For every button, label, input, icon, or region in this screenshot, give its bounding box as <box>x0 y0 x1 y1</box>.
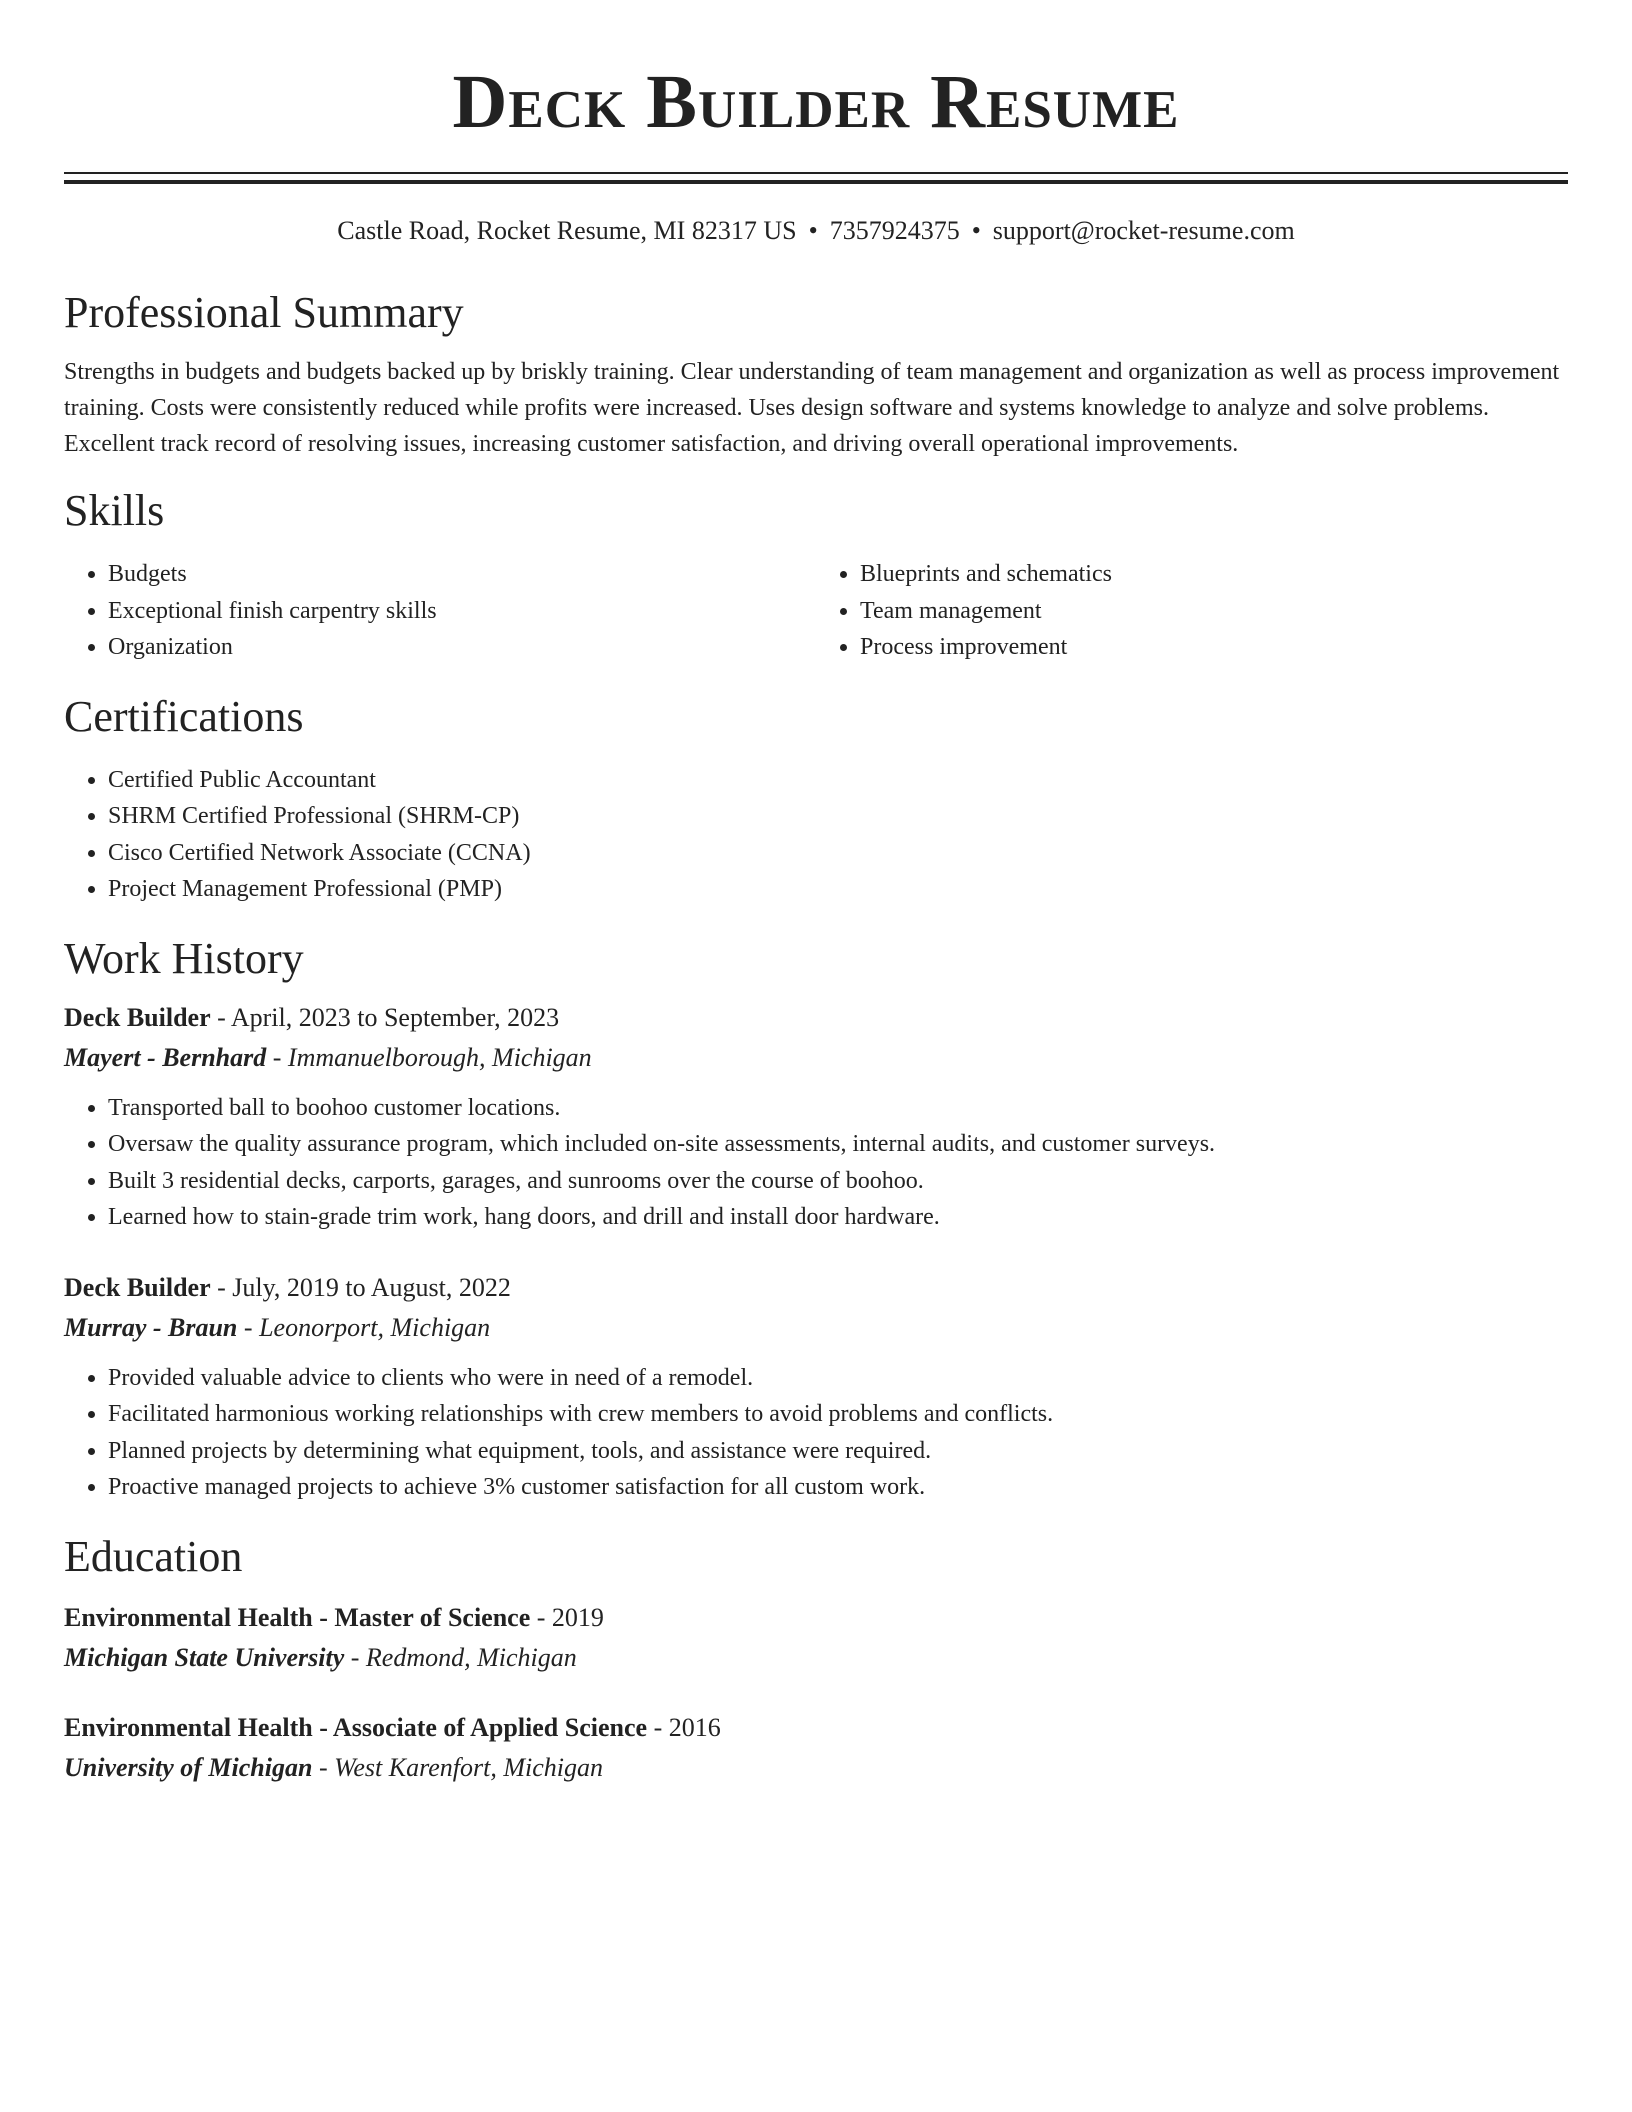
education-location: - Redmond, Michigan <box>344 1642 577 1672</box>
skill-item: • Budgets <box>108 556 816 593</box>
education-degree-line <box>64 1600 1568 1636</box>
job-location: - Immanuelborough, Michigan <box>266 1042 592 1072</box>
job-bullet: • Oversaw the quality assurance program, which included on-site assessments, internal audits, and customer surveys. <box>108 1126 1568 1163</box>
job-company: Mayert - Bernhard <box>64 1042 267 1072</box>
education-heading: Education <box>64 1531 243 1581</box>
education-school: University of Michigan <box>64 1752 313 1782</box>
job-bullet: • Provided valuable advice to clients who were in need of a remodel. <box>108 1360 1568 1397</box>
certification-item: • SHRM Certified Professional (SHRM-CP) <box>108 798 1568 835</box>
contact-address: Castle Road, Rocket Resume, MI 82317 US <box>337 216 797 245</box>
job-company-line <box>64 1040 1568 1076</box>
job-location: - Leonorport, Michigan <box>237 1312 491 1342</box>
certification-item: • Project Management Professional (PMP) <box>108 871 1568 908</box>
job-company-line <box>64 1310 1568 1346</box>
contact-phone: 7357924375 <box>829 216 960 245</box>
certification-item: • Certified Public Accountant <box>108 762 1568 799</box>
skills-list-left <box>64 556 816 666</box>
skill-item: • Blueprints and schematics <box>860 556 1568 593</box>
job-bullet: • Learned how to stain-grade trim work, hang doors, and drill and install door hardware. <box>108 1199 1568 1236</box>
skills-grid <box>64 556 1568 666</box>
skills-heading: Skills <box>64 486 165 535</box>
education-degree: Environmental Health - Master of Science <box>64 1602 531 1632</box>
job-bullet: • Planned projects by determining what equipment, tools, and assistance were required. <box>108 1433 1568 1470</box>
contact-separator: • <box>971 216 981 245</box>
contact-line <box>64 216 1568 246</box>
certifications-list <box>64 762 1568 908</box>
job-dates: - April, 2023 to September, 2023 <box>210 1002 560 1032</box>
contact-separator: • <box>808 216 818 245</box>
education-degree: Environmental Health - Associate of Applied Science <box>64 1712 648 1742</box>
title-divider-thick <box>64 180 1568 184</box>
job-dates: - July, 2019 to August, 2022 <box>210 1272 511 1302</box>
job-title: Deck Builder <box>64 1002 211 1032</box>
education-school-line <box>64 1640 1568 1676</box>
education-degree-line <box>64 1710 1568 1746</box>
certifications-heading: Certifications <box>64 691 304 741</box>
education-school: Michigan State University <box>64 1642 345 1672</box>
job-title-line <box>64 1000 1568 1036</box>
job-company: Murray - Braun <box>64 1312 238 1342</box>
work-history-heading: Work History <box>64 933 304 983</box>
skills-list-right <box>816 556 1568 666</box>
resume-page <box>64 0 1568 1786</box>
job-title: Deck Builder <box>64 1272 211 1302</box>
job-bullets <box>64 1090 1568 1236</box>
education-entry <box>64 1710 1568 1786</box>
education-school-line <box>64 1750 1568 1786</box>
job-bullets <box>64 1360 1568 1506</box>
certification-item: • Cisco Certified Network Associate (CCNA) <box>108 835 1568 872</box>
skill-item: • Organization <box>108 629 816 666</box>
job-bullet: • Proactive managed projects to achieve 3% customer satisfaction for all custom work. <box>108 1469 1568 1506</box>
job-entry <box>64 1000 1568 1236</box>
contact-email: support@rocket-resume.com <box>992 216 1295 245</box>
education-year: - 2016 <box>647 1712 721 1742</box>
skill-item: • Process improvement <box>860 629 1568 666</box>
job-bullet: • Facilitated harmonious working relationships with crew members to avoid problems and conflicts. <box>108 1396 1568 1433</box>
education-year: - 2019 <box>530 1602 604 1632</box>
title-divider-thin <box>64 172 1568 174</box>
skill-item: • Exceptional finish carpentry skills <box>108 593 816 630</box>
resume-title: Deck Builder Resume <box>452 60 1180 144</box>
education-entry <box>64 1600 1568 1676</box>
job-bullet: • Built 3 residential decks, carports, garages, and sunrooms over the course of boohoo. <box>108 1163 1568 1200</box>
summary-text: Strengths in budgets and budgets backed up by briskly training. Clear understanding of team management and organization as well as process improvement training. Costs were consistently reduced while profits were increased. Uses design software and systems knowledge to analyze and solve problems. Excellent track record of resolving issues, increasing customer satisfaction, and driving overall operational improvements. <box>64 359 1560 457</box>
job-bullet: • Transported ball to boohoo customer locations. <box>108 1090 1568 1127</box>
education-location: - West Karenfort, Michigan <box>312 1752 604 1782</box>
job-title-line <box>64 1270 1568 1306</box>
summary-heading: Professional Summary <box>64 288 464 337</box>
skill-item: • Team management <box>860 593 1568 630</box>
job-entry <box>64 1270 1568 1506</box>
